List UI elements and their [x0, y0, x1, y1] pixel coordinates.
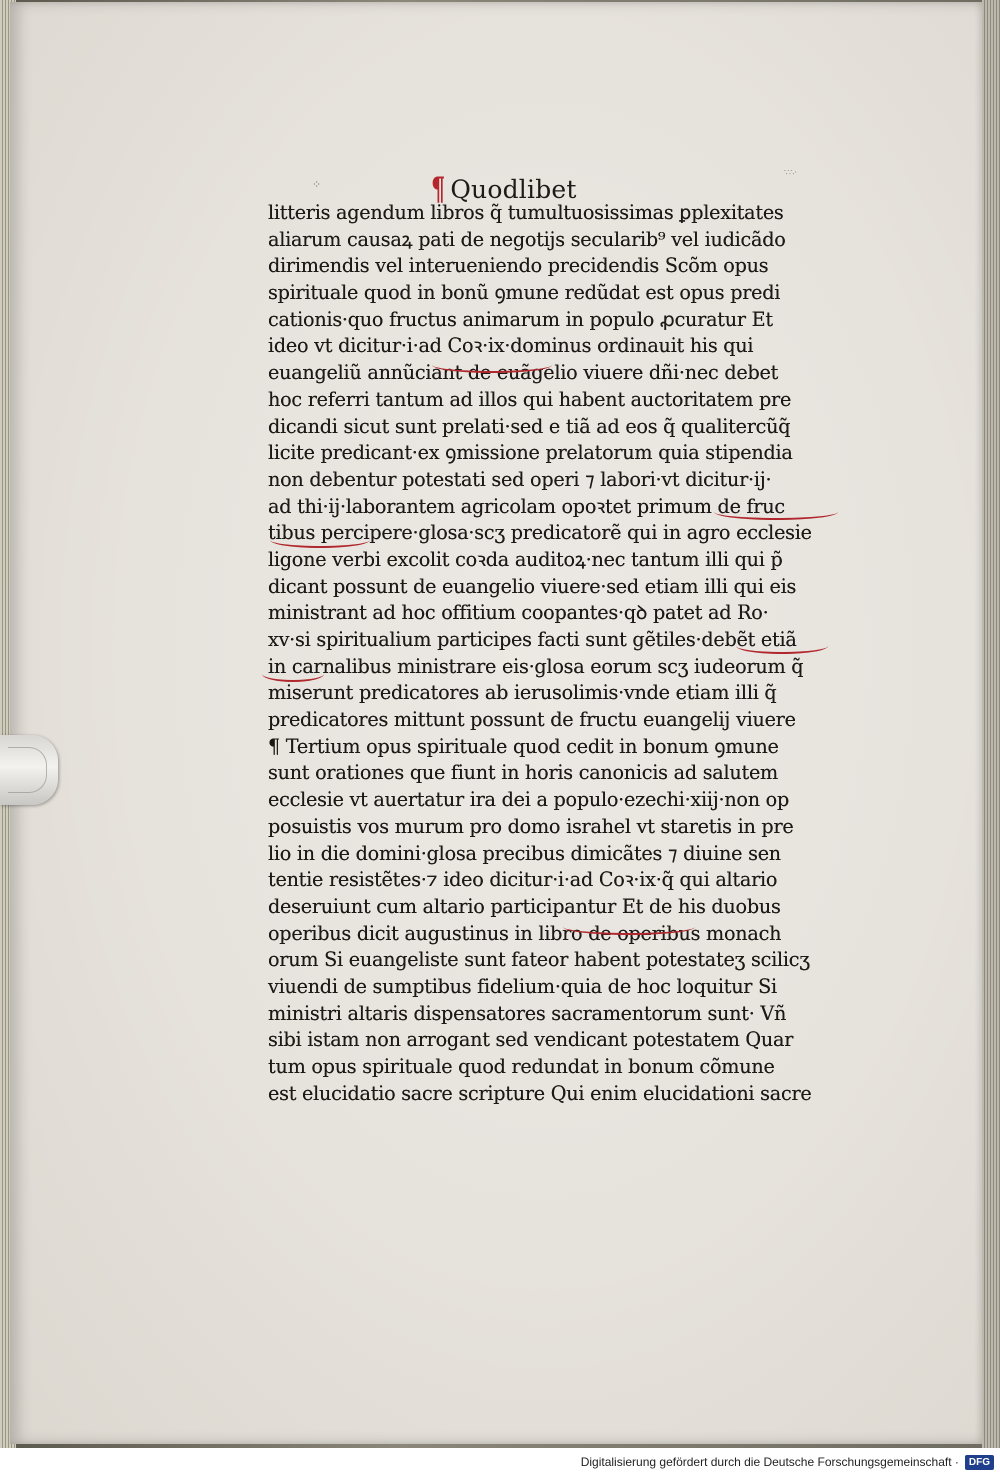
text-line: euangeliũ annũciant de euãgelio viuere dñi·nec debet	[268, 361, 779, 385]
text-line: licite predicant·ex ꝯmissione prelatorum quia stipendia	[268, 441, 793, 465]
footer-credit: Digitalisierung gefördert durch die Deutsche Forschungsgemeinschaft ·	[580, 1455, 959, 1469]
text-line: ecclesie vt auertatur ira dei a populo·ezechi·xiij·non op	[268, 788, 790, 812]
text-line: ad thi·ij·laborantem agricolam opoꝛtet primum de fruc	[268, 494, 785, 518]
margin-mark: ⁘	[312, 178, 322, 191]
digitization-footer	[0, 1448, 1000, 1476]
page-clip	[0, 735, 58, 805]
text-line: dirimendis vel interueniendo precidendis Scõm opus	[268, 254, 769, 278]
text-line: ligone verbi excolit coꝛda auditoꝝ·nec tantum illi qui p̃	[268, 547, 783, 571]
text-line: aliarum causaꝝ pati de negotijs secularib⁹ vel iudicãdo	[268, 227, 786, 251]
red-underline	[432, 357, 552, 373]
text-line: ¶ Tertium opus spirituale quod cedit in bonum ꝯmune	[268, 734, 779, 758]
text-line: hoc referri tantum ad illos qui habent auctoritatem pre	[268, 387, 792, 411]
red-underline	[563, 919, 695, 935]
red-underline	[736, 638, 828, 654]
text-line: posuistis vos murum pro domo israhel vt staretis in pre	[268, 814, 794, 838]
text-line: viuendi de sumptibus fidelium·quia de hoc loquitur Si	[268, 974, 777, 998]
book-page-edges-right	[982, 0, 1000, 1448]
text-line: ideo vt dicitur·i·ad Coꝛ·ix·dominus ordinauit his qui	[268, 334, 754, 358]
text-line: spirituale quod in bonũ ꝯmune redũdat est opus predi	[268, 281, 781, 305]
text-line: dicandi sicut sunt prelati·sed e tiã ad eos q̃ qualitercũq̃	[268, 414, 791, 438]
text-line: est elucidatio sacre scripture Qui enim elucidationi sacre	[268, 1081, 812, 1105]
text-line: tibus percipere·glosa·scʒ predicatorẽ qui in agro ecclesie	[268, 521, 812, 545]
text-line: orum Si euangeliste sunt fateor habent potestateʒ scilicʒ	[268, 948, 810, 972]
text-line: tum opus spirituale quod redundat in bonum cõmune	[268, 1055, 775, 1078]
text-line: ministri altaris dispensatores sacramentorum sunt· Vñ	[268, 1001, 787, 1025]
red-underline	[714, 504, 838, 520]
text-line: non debentur potestati sed operi ⁊ labori·vt dicitur·ij·	[268, 467, 772, 491]
text-line: operibus dicit augustinus in libro de operibus monach	[268, 921, 782, 945]
corner-mark: ∵∴·	[784, 168, 797, 177]
red-underline	[270, 532, 370, 548]
text-line: miserunt predicatores ab ierusolimis·vnde etiam illi q̃	[268, 681, 777, 705]
text-line: litteris agendum libros q̃ tumultuosissimas ꝑplexitates	[268, 201, 784, 224]
text-line: in carnalibus ministrare eis·glosa eorum scʒ iudeorum q̃	[268, 654, 804, 678]
page-clip-inner	[8, 747, 47, 793]
text-line: sibi istam non arrogant sed vendicant potestatem Quar	[268, 1028, 794, 1052]
text-line: tentie resistẽtes·⁊ ideo dicitur·i·ad Coꝛ·ix·q̃ qui altario	[268, 868, 778, 892]
text-line: cationis·quo fructus animarum in populo ꝓcuratur Et	[268, 307, 773, 331]
dfg-logo: DFG	[965, 1455, 994, 1470]
text-line: lio in die domini·glosa precibus dimicãtes ⁊ diuine sen	[268, 841, 781, 865]
body-text	[268, 200, 838, 1107]
red-underline	[262, 666, 324, 682]
text-line: xv·si spiritualium participes facti sunt gẽtiles·debẽt etiã	[268, 628, 797, 651]
text-line: sunt orationes que fiunt in horis canonicis ad salutem	[268, 761, 778, 785]
text-line: predicatores mittunt possunt de fructu euangelij viuere	[268, 708, 796, 732]
text-line: dicant possunt de euangelio viuere·sed etiam illi qui eis	[268, 574, 797, 598]
page-title: Quodlibet	[450, 174, 577, 204]
pilcrow-icon: ¶	[431, 170, 446, 208]
text-line: deseruiunt cum altario participantur Et de his duobus	[268, 894, 781, 918]
text-line: ministrant ad hoc offitium coopantes·qꝺ patet ad Ro·	[268, 601, 769, 625]
